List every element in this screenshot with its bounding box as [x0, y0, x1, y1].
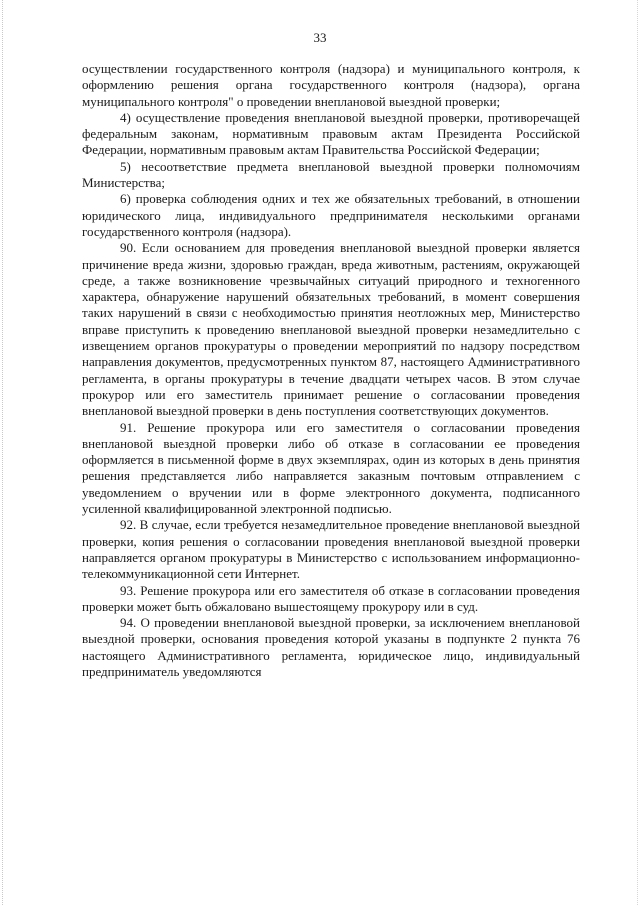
- paragraph-continuation: осуществлении государственного контроля (надзора) и муниципального контроля, к оформлению решения органа государственного контроля (надзора), органа муниципального контроля" о проведении внеплановой выездной проверки;: [82, 61, 580, 109]
- scan-edge-right: [635, 0, 638, 905]
- paragraph-91: 91. Решение прокурора или его заместителя о согласовании проведения внеплановой выездной проверки либо об отказе в согласовании ее проведения оформляется в письменной форме в двух экземплярах, один из которых в день принятия решения представляется либо направляется заказным почтовым отправлением с уведомлением о вручении или в форме электронного документа, подписанного усиленной квалифицированной электронной подписью.: [82, 419, 580, 517]
- page-number: 33: [313, 30, 327, 45]
- paragraph-item-6: 6) проверка соблюдения одних и тех же обязательных требований, в отношении юридического лица, индивидуального предпринимателя несколькими органами государственного контроля (надзора).: [82, 191, 580, 239]
- paragraph-item-4: 4) осуществление проведения внеплановой выездной проверки, противоречащей федеральным законам, нормативным правовым актам Президента Российской Федерации, нормативным правовым актам Правительства Российской Федерации;: [82, 109, 580, 158]
- document-body: [82, 61, 580, 680]
- paragraph-90: 90. Если основанием для проведения внеплановой выездной проверки является причинение вреда жизни, здоровью граждан, вреда животным, растениям, окружающей среде, а также возникновение чрезвычайных ситуаций природного и техногенного характера, обнаружение нарушений обязательных требований, в момент совершения таких нарушений в связи с необходимостью принятия неотложных мер, Министерство вправе приступить к проведению внеплановой выездной проверки незамедлительно с извещением органов прокуратуры о проведении мероприятий по надзору посредством направления документов, предусмотренных пунктом 87, настоящего Административного регламента, в органы прокуратуры в течение двадцати четырех часов. В этом случае прокурор или его заместитель принимает решение о согласовании проведения внеплановой выездной проверки в день поступления соответствующих документов.: [82, 240, 580, 419]
- scan-edge-left: [2, 0, 5, 905]
- paragraph-92: 92. В случае, если требуется незамедлительное проведение внеплановой выездной проверки, копия решения о согласовании проведения внеплановой выездной проверки направляется органом прокуратуры в Министерство с использованием информационно-телекоммуникационной сети Интернет.: [82, 517, 580, 582]
- paragraph-93: 93. Решение прокурора или его заместителя об отказе в согласовании проведения проверки может быть обжаловано вышестоящему прокурору или в суд.: [82, 582, 580, 614]
- paragraph-item-5: 5) несоответствие предмета внеплановой выездной проверки полномочиям Министерства;: [82, 158, 580, 191]
- paragraph-94: 94. О проведении внеплановой выездной проверки, за исключением внеплановой выездной проверки, основания проведения которой указаны в подпункте 2 пункта 76 настоящего Административного регламента, юридическое лицо, индивидуальный предприниматель уведомляются: [82, 615, 580, 679]
